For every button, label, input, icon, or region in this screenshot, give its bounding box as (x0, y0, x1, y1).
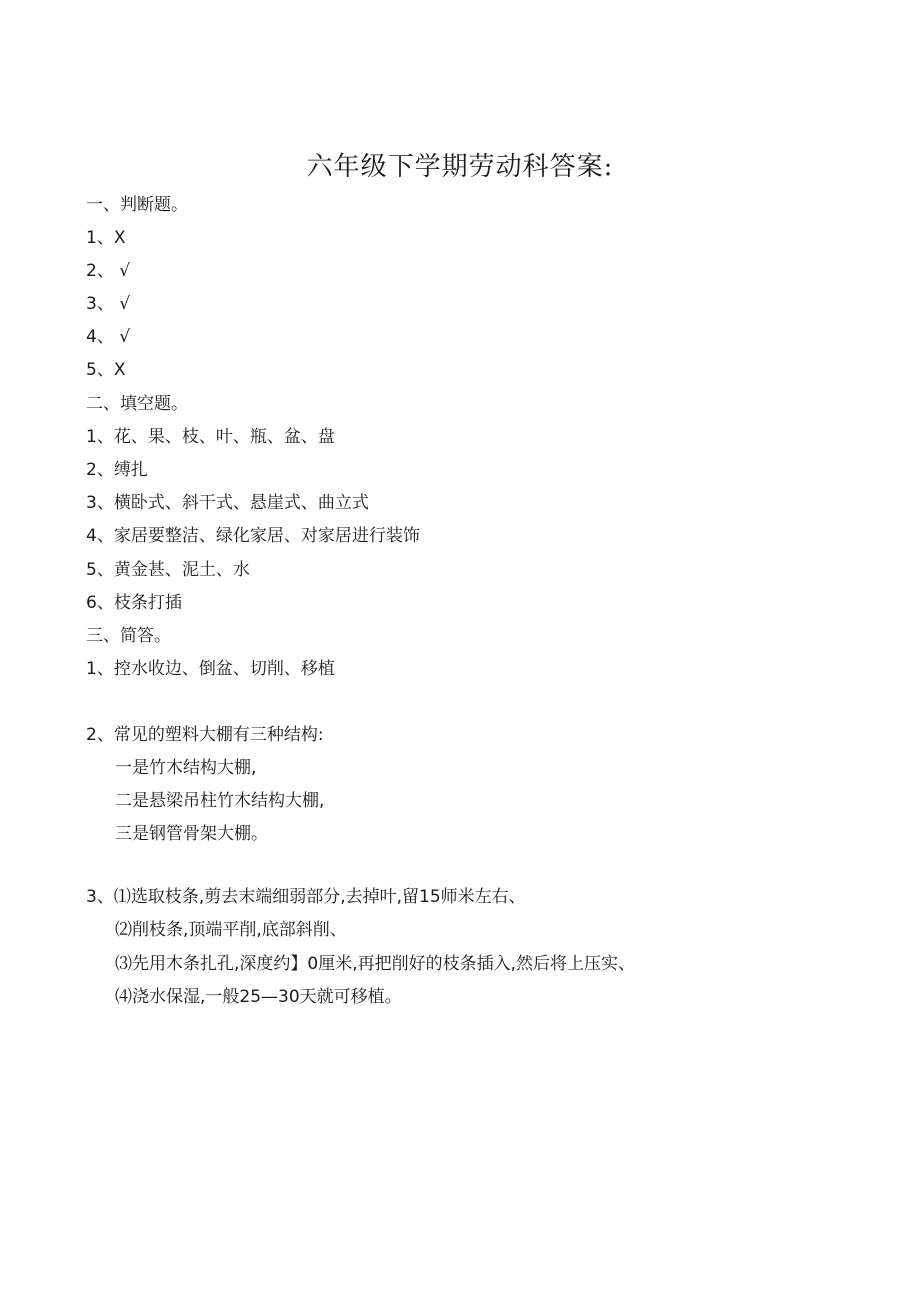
short-answer-1: 1、控水收边、倒盆、切削、移植 (86, 659, 335, 679)
short-answer-3-step-3: ⑶先用木条扎孔,深度约】0厘米,再把削好的枝条插入,然后将上压实、 (115, 954, 636, 974)
fill-answer-4: 4、家居要整洁、绿化家居、对家居进行装饰 (86, 526, 420, 546)
short-answer-2-line-3: 三是钢管骨架大棚。 (115, 824, 268, 844)
fill-answer-5: 5、黄金甚、泥土、水 (86, 560, 250, 580)
judgment-answer-1: 1、X (86, 228, 126, 248)
short-answer-2-line-1: 一是竹木结构大棚, (115, 758, 257, 778)
fill-answer-1: 1、花、果、枝、叶、瓶、盆、盘 (86, 427, 335, 447)
judgment-answer-3: 3、 √ (86, 294, 131, 314)
short-answer-2: 2、常见的塑料大棚有三种结构: (86, 725, 324, 745)
short-answer-3: 3、⑴选取枝条,剪去末端细弱部分,去掉叶,留15师米左右、 (86, 887, 526, 907)
section-heading-short-answer: 三、简答。 (86, 626, 171, 646)
section-heading-fill-blank: 二、填空题。 (86, 394, 188, 414)
fill-answer-3: 3、横卧式、斜干式、悬崖式、曲立式 (86, 493, 369, 513)
fill-answer-2: 2、缚扎 (86, 460, 148, 480)
short-answer-3-step-2: ⑵削枝条,顶端平削,底部斜削、 (115, 920, 347, 940)
short-answer-2-line-2: 二是悬梁吊柱竹木结构大棚, (115, 791, 325, 811)
short-answer-3-step-4: ⑷浇水保湿,一般25—30天就可移植。 (115, 987, 402, 1007)
section-heading-judgment: 一、判断题。 (86, 195, 188, 215)
judgment-answer-5: 5、X (86, 360, 126, 380)
fill-answer-6: 6、枝条打插 (86, 593, 182, 613)
page-title: 六年级下学期劳动科答案: (306, 152, 614, 182)
judgment-answer-2: 2、 √ (86, 261, 131, 281)
judgment-answer-4: 4、 √ (86, 327, 131, 347)
